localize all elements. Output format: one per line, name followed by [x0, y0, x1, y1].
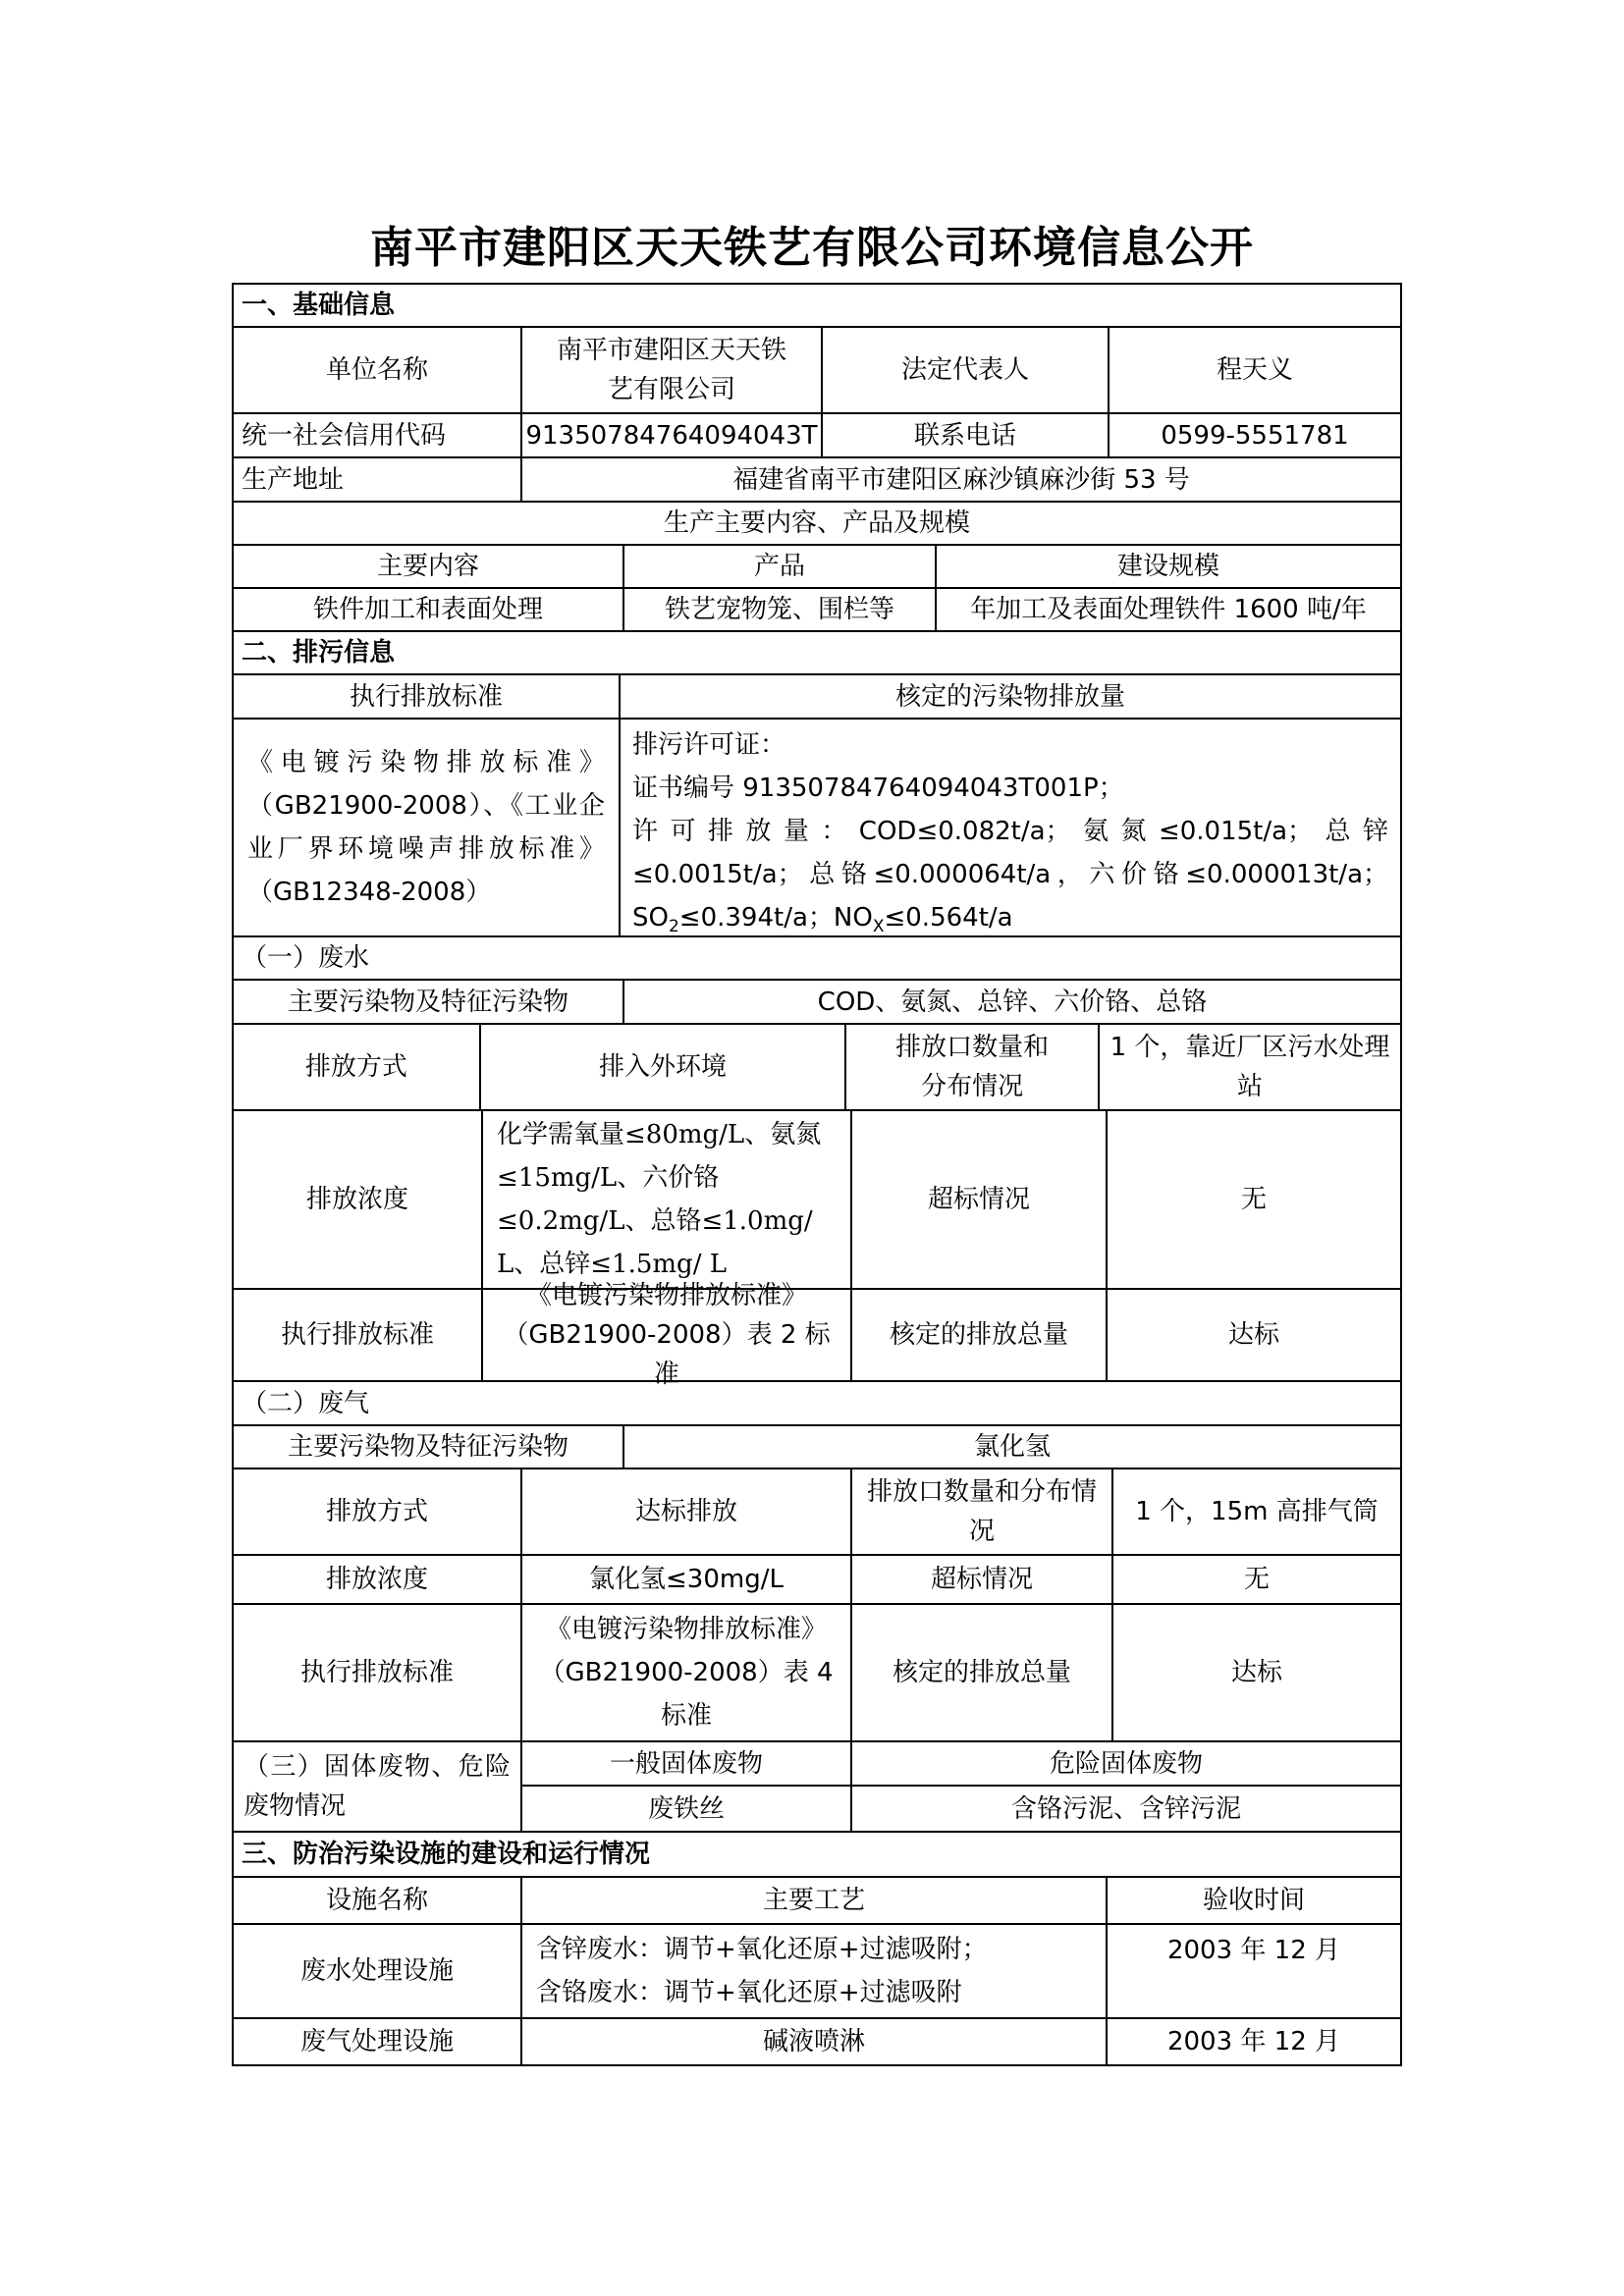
section-discharge-heading — [232, 632, 1402, 675]
value-water-outlet — [1100, 1025, 1400, 1109]
value-product: 铁艺宠物笼、围栏等 — [624, 589, 937, 630]
label-legal-rep: 法定代表人 — [823, 328, 1110, 412]
permit-limits-text: 许可排放量：COD≤0.082t/a；氨氮≤0.015t/a；总锌≤0.0015t/a；总铬≤0.000064t/a，六价铬≤0.000013t/a；SO — [632, 817, 1388, 933]
subsection-title: （一）废水 — [242, 943, 370, 973]
label-water-conc: 排放浓度 — [234, 1111, 483, 1288]
row-main-headers — [232, 546, 1402, 589]
gas-pollutants-row — [232, 1426, 1402, 1469]
value-address: 福建省南平市建阳区麻沙镇麻沙街 53 号 — [732, 464, 1190, 495]
facility-process-water — [522, 1925, 1108, 2017]
value-phone: 0599-5551781 — [1161, 420, 1349, 451]
value-water-std — [483, 1281, 852, 1389]
section-facilities-heading — [232, 1833, 1402, 1878]
so2-subscript: 2 — [668, 917, 679, 937]
water-pollutants-row — [232, 981, 1402, 1025]
row-main-values — [232, 589, 1402, 632]
value-water-mode: 排入外环境 — [481, 1025, 847, 1109]
company-name-text: 南平市建阳区天天铁艺有限公司 — [556, 336, 786, 404]
label-general-solid: 一般固体废物 — [522, 1742, 850, 1787]
label-phone: 联系电话 — [823, 414, 1110, 456]
solid-row — [232, 1742, 1402, 1833]
gas-heading — [232, 1382, 1402, 1426]
general-solid-column — [522, 1742, 852, 1831]
label-hazard-solid: 危险固体废物 — [852, 1742, 1400, 1787]
value-content: 铁件加工和表面处理 — [234, 589, 624, 630]
label-solid-waste — [234, 1742, 522, 1831]
header-acceptance-time: 验收时间 — [1202, 1886, 1305, 1915]
row-address — [232, 458, 1402, 503]
value-scale: 年加工及表面处理铁件 1600 吨/年 — [970, 595, 1367, 624]
label-gas-exceed: 超标情况 — [852, 1556, 1113, 1603]
row-main-section — [232, 503, 1402, 546]
section-basic-heading — [232, 283, 1402, 328]
main-section-title: 生产主要内容、产品及规模 — [663, 508, 970, 538]
label-water-mode: 排放方式 — [234, 1025, 481, 1109]
info-table — [232, 283, 1402, 2066]
section-title: 三、防治污染设施的建设和运行情况 — [242, 1840, 651, 1869]
label-company-name: 单位名称 — [234, 328, 522, 412]
section-title: 二、排污信息 — [242, 638, 396, 667]
label-gas-total: 核定的排放总量 — [852, 1605, 1113, 1740]
value-general-solid: 废铁丝 — [647, 1793, 725, 1824]
label-water-outlet — [846, 1025, 1100, 1109]
value-gas-std — [522, 1605, 852, 1740]
page-title: 南平市建阳区天天铁艺有限公司环境信息公开 — [370, 223, 1254, 273]
label-gas-mode: 排放方式 — [234, 1469, 522, 1554]
facility-row-water — [232, 1925, 1402, 2019]
water-conc-text: 化学需氧量≤80mg/L、氨氮≤15mg/L、六价铬≤0.2mg/L、总铬≤1.0mg/ L、总锌≤1.5mg/ L — [497, 1120, 822, 1279]
permit-limits-so2: ≤0.394t/a；NO — [678, 903, 873, 933]
gas-outlet-label-text: 排放口数量和分布情况 — [866, 1477, 1097, 1546]
header-scale: 建设规模 — [1116, 552, 1219, 581]
row-discharge-values — [232, 720, 1402, 937]
facility-row-gas — [232, 2019, 1402, 2066]
water-std-text: 《电镀污染物排放标准》（GB21900-2008）表 2 标准 — [503, 1281, 831, 1389]
value-hazard-solid: 含铬污泥、含锌污泥 — [1010, 1793, 1241, 1824]
value-credit-code: 91350784764094043T — [522, 414, 823, 456]
water-conc-row — [232, 1111, 1402, 1290]
water-outlet-value-text: 1 个，靠近厂区污水处理站 — [1110, 1033, 1390, 1101]
label-water-exceed: 超标情况 — [852, 1111, 1108, 1288]
header-facility-name: 设施名称 — [234, 1878, 522, 1923]
nox-subscript: X — [872, 917, 885, 937]
gas-std-row — [232, 1605, 1402, 1742]
standard-text: 《电镀污染物排放标准》（GB21900-2008）、《工业企业厂界环境噪声排放标准》（GB12348-2008） — [247, 748, 605, 907]
label-gas-conc: 排放浓度 — [234, 1556, 522, 1603]
water-mode-row — [232, 1025, 1402, 1111]
value-gas-total: 达标 — [1230, 1658, 1282, 1687]
process-zinc: 含锌废水：调节+氧化还原+过滤吸附； — [536, 1935, 988, 1964]
value-gas-conc: 氯化氢≤30mg/L — [522, 1556, 852, 1603]
facility-name-water: 废水处理设施 — [234, 1925, 522, 2017]
value-water-pollutants: COD、氨氮、总锌、六价铬、总铬 — [817, 987, 1208, 1017]
permit-line-1: 排污许可证： — [632, 730, 786, 760]
hazard-solid-column — [852, 1742, 1400, 1831]
facilities-headers — [232, 1878, 1402, 1925]
value-gas-mode: 达标排放 — [522, 1469, 852, 1554]
gas-std-text: 《电镀污染物排放标准》（GB21900-2008）表 4 标准 — [539, 1615, 834, 1731]
header-product: 产品 — [624, 546, 937, 587]
header-standard: 执行排放标准 — [234, 675, 621, 718]
label-address: 生产地址 — [234, 458, 522, 501]
row-credit — [232, 414, 1402, 458]
permit-text — [632, 723, 1388, 948]
value-gas-pollutants: 氯化氢 — [973, 1432, 1051, 1462]
permit-limits-nox: ≤0.564t/a — [884, 903, 1013, 933]
label-credit-code: 统一社会信用代码 — [234, 414, 522, 456]
header-content: 主要内容 — [234, 546, 624, 587]
row-company — [232, 328, 1402, 414]
label-gas-outlet — [852, 1469, 1113, 1554]
facility-time-gas: 2003 年 12 月 — [1166, 2027, 1341, 2056]
value-company-name — [522, 328, 823, 412]
value-water-conc — [483, 1111, 852, 1288]
water-std-row — [232, 1281, 1402, 1389]
section-title: 一、基础信息 — [242, 291, 396, 320]
facility-name-gas: 废气处理设施 — [234, 2019, 522, 2064]
value-permit — [621, 720, 1400, 935]
header-quantity: 核定的污染物排放量 — [894, 681, 1125, 712]
water-outlet-label-text: 排放口数量和分布情况 — [895, 1033, 1050, 1101]
row-discharge-headers — [232, 675, 1402, 720]
label-water-std: 执行排放标准 — [234, 1290, 483, 1380]
value-gas-exceed: 无 — [1243, 1565, 1270, 1594]
permit-line-2: 证书编号 91350784764094043T001P； — [632, 774, 1124, 803]
subsection-title: （二）废气 — [242, 1388, 370, 1418]
permit-line-3 — [632, 810, 1388, 948]
value-standard — [234, 720, 621, 935]
process-chrome: 含铬废水：调节+氧化还原+过滤吸附 — [536, 1978, 962, 2007]
value-gas-outlet: 1 个，15m 高排气筒 — [1135, 1497, 1379, 1526]
value-legal-rep: 程天义 — [1216, 355, 1293, 385]
water-heading — [232, 937, 1402, 981]
gas-mode-row — [232, 1469, 1402, 1556]
process-lines — [536, 1928, 988, 2014]
value-water-total: 达标 — [1227, 1320, 1279, 1350]
label-water-pollutants: 主要污染物及特征污染物 — [234, 981, 624, 1023]
solid-waste-label-text: （三）固体废物、危险废物情况 — [244, 1752, 511, 1821]
header-process: 主要工艺 — [522, 1878, 1108, 1923]
gas-conc-row — [232, 1556, 1402, 1605]
label-gas-pollutants: 主要污染物及特征污染物 — [234, 1426, 624, 1468]
facility-process-gas: 碱液喷淋 — [522, 2019, 1108, 2064]
facility-time-water: 2003 年 12 月 — [1166, 1936, 1341, 1965]
label-water-total: 核定的排放总量 — [852, 1290, 1108, 1380]
label-gas-std: 执行排放标准 — [234, 1605, 522, 1740]
value-water-exceed: 无 — [1240, 1185, 1267, 1214]
